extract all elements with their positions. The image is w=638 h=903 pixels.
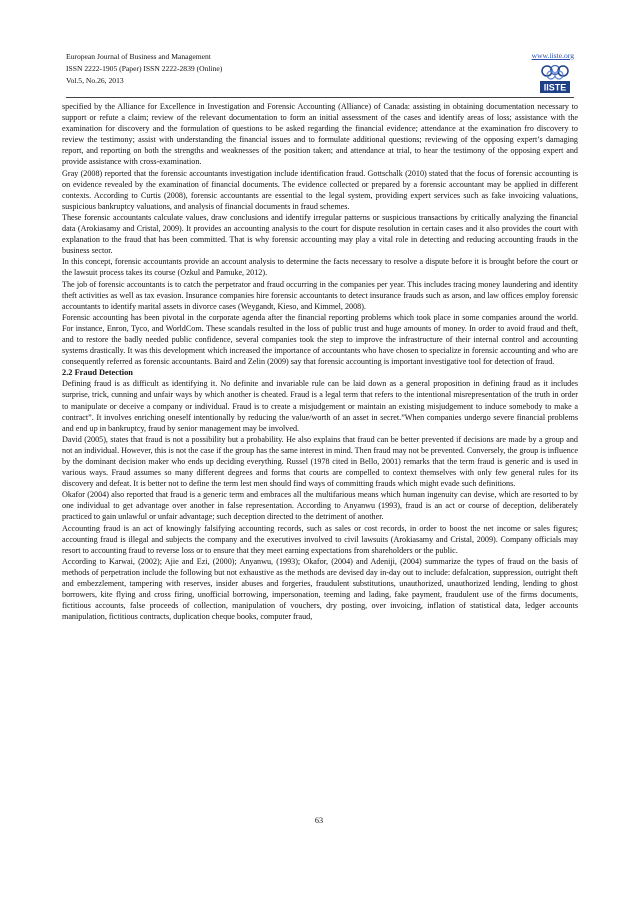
paragraph: The job of forensic accountants is to catch the perpetrator and fraud occurring in the companies per year. This includes tracing money laundering and identity theft activities as well as tax evasion. Insurance companies hire forensic accountants to detect insurance frauds such as arson, and law offices employ forensic accountants to identify marital assets in divorce cases (Weygandt, Kieso, and Kimmel, 2008). [62, 279, 578, 311]
paragraph: Forensic accounting has been pivotal in the corporate agenda after the financial reporting problems which took place in some companies around the world. For instance, Enron, Tyco, and WorldCom. These scandals resulted in the loss of public trust and huge amounts of money. In order to avoid fraud and theft, and to restore the badly needed public confidence, several companies took the step to improve the infrastructure of their internal control and accounting systems drastically. It was this development which increased the importance of accountants who have chosen to specialize in forensic accounting and who are consequently referred as forensic accountants. Baird and Zelin (2009) say that forensic accounting is important investigative tool for detection of fraud. [62, 312, 578, 367]
paragraph: In this concept, forensic accountants provide an account analysis to determine the facts necessary to resolve a dispute before it is brought before the court or the lawsuit process takes its course (Ozkul and Pamuke, 2012). [62, 257, 578, 278]
journal-url-link[interactable]: www.iiste.org [531, 51, 574, 60]
paragraph: Okafor (2004) also reported that fraud is a generic term and embraces all the multifarious means which human ingenuity can devise, which are resorted to by one individual to get advantage over another in false representation. According to Anyanwu (1993), fraud is an act or course of deception, deliberately practiced to gain unlawful or unfair advantage; such deception directed to the detriment of another. [62, 490, 578, 522]
iiste-logo [538, 64, 572, 95]
journal-name: European Journal of Business and Management [66, 52, 211, 61]
page-header [66, 51, 574, 99]
paragraph: According to Karwai, (2002); Ajie and Ezi, (2000); Anyanwu, (1993); Okafor, (2004) and Adeniji, (2004) summarize the types of fraud on the basis of methods of perpetration include the following but not exhaustive as the methods are devised day in-day out to include: defalcation, suppression, outright theft and embezzlement, tampering with reserves, insider abuses and forgeries, fraudulent substitutions, unauthorized, unauthorized lending, lending to ghost borrowers, kite flying and cross firing, unofficial borrowing, impersonation, teeming and lading, fake payment, fraudulent use of the firms documents, fictitious accounts, false proceeds of collection, manipulation of vouchers, dry posting, over invoicing, inflation of statistical data, ledger accounts manipulation, fictitious contracts, duplication cheque books, computer fraud, [62, 556, 578, 622]
article-body [62, 101, 578, 622]
page-number: 63 [314, 816, 324, 825]
section-heading: 2.2 Fraud Detection [62, 368, 133, 378]
paragraph: specified by the Alliance for Excellence in Investigation and Forensic Accounting (Alliance) of Canada: assisting in obtaining documentation necessary to support or refute a claim; review of the relevant documentation to form an initial assessment of the cases and identify areas of loss; assistance with the examination for discovery and the formulation of questions to be asked regarding the financial evidence; attendance at the examination fro discovery to review the testimony; assist with understanding the financial issues and to formulate additional questions; reviewing of the opposing expert’s damaging report, and reporting on both the strengths and weaknesses of the position taken; and attendance at trial, to hear the testimony of the opposing expert and provide assistance with cross-examination. [62, 102, 578, 167]
svg-text:IISTE: IISTE [543, 82, 567, 93]
issn-line: ISSN 2222-1905 (Paper) ISSN 2222-2839 (Online) [66, 64, 223, 73]
paragraph: David (2005), states that fraud is not a possibility but a probability. He also explains that fraud can be better prevented if decisions are made by a group and not an individual. However, this is not the case if the group has the same interest in mind. Then fraud may not be prevented. Conversely, the group is influence by the dominant decision maker who ends up deciding everything. Russel (1978 cited in Bello, 2001) remarks that the term fraud is generic and is used in various ways. Fraud assumes so many different degrees and forms that courts are compelled to context themselves with only few general rules for its discovery and defeat. It is better not to define the term lest men should find ways of committing frauds which might evade such definitions. [62, 434, 578, 489]
paragraph: Accounting fraud is an act of knowingly falsifying accounting records, such as sales or cost records, in order to boost the net income or sales figures; accounting fraud is illegal and subjects the company and the executives involved to civil lawsuits (Arokiasamy and Cristal, 2009). Company officials may resort to accounting fraud to reverse loss or to ensure that they meet earning expectations from shareholders or the public. [62, 523, 578, 555]
paragraph: Defining fraud is as difficult as identifying it. No definite and invariable rule can be laid down as a general proposition in defining fraud as it includes surprise, trick, cunning and unfair ways by which another is cheated. Fraud is a legal term that refers to the intentional misrepresentation of the truth in order to manipulate or deceive a company or individual. Fraud is to create a misjudgement or maintain an existing misjudgement to induce somebody to make a contract”. It involves enriching oneself intentionally by reducing the value/worth of an asset in secret.”When companies undergo severe financial problems and end up in bankruptcy, fraud by senior management may be involved. [62, 379, 578, 433]
volume-line: Vol.5, No.26, 2013 [66, 76, 124, 85]
paragraph: Gray (2008) reported that the forensic accountants investigation include identification fraud. Gottschalk (2010) stated that the focus of forensic accounting is on evidence revealed by the examination of financial documents. The evidence collected or prepared by a forensic accountant may be applied in different contexts. According to Curtis (2008), forensic accountants are essential to the legal system, providing expert services such as fake invoicing valuations, suspicious bankruptcy valuations, and analysis of financial documents in fraud schemes. [62, 168, 578, 211]
header-rule [66, 97, 574, 98]
paragraph: These forensic accountants calculate values, draw conclusions and identify irregular patterns or suspicious transactions by critically analyzing the financial data (Arokiasamy and Cristal, 2009). It provides an accounting analysis to the court for dispute resolution in certain cases and it also provides the court with explanation to the fraud that has been committed. That is why forensic accounting may play a vital role in detecting and reducing accounting frauds in the business sector. [62, 212, 578, 256]
